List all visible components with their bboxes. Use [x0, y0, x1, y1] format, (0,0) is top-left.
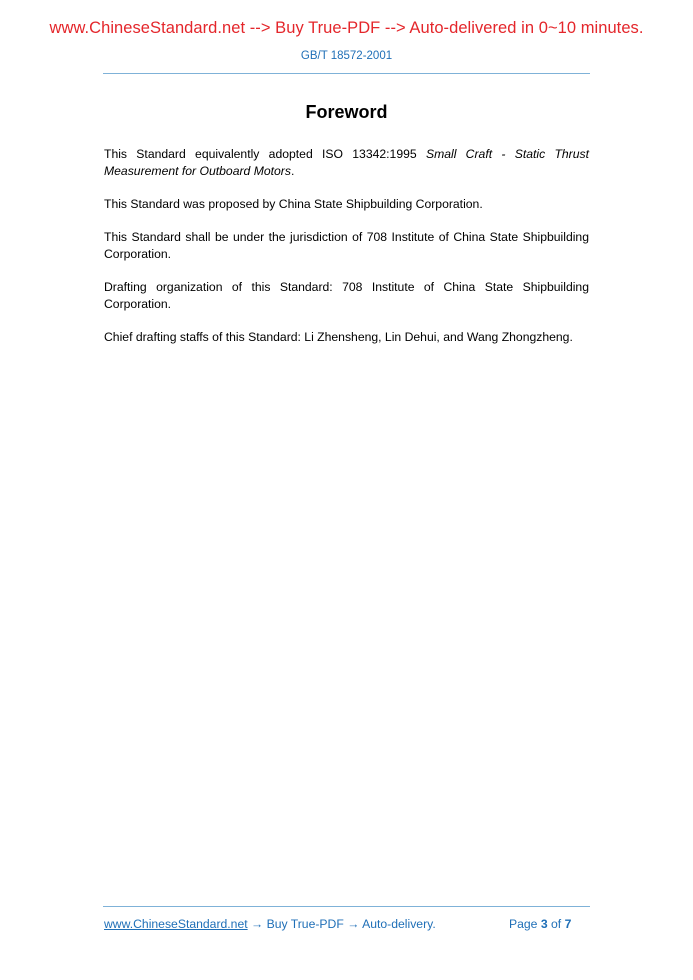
footer-buy-text: Buy True-PDF — [266, 917, 344, 931]
adoption-period: . — [290, 164, 295, 178]
page-indicator — [509, 917, 571, 931]
footer-divider — [103, 906, 590, 907]
footer-delivery-text: Auto-delivery. — [362, 917, 436, 931]
footer-site-link[interactable]: www.ChineseStandard.net — [104, 917, 248, 931]
paragraph-jurisdiction: This Standard shall be under the jurisdiction of 708 Institute of China State Shipbuilding Corporation. — [104, 230, 589, 261]
header-divider — [103, 73, 590, 74]
page-number: 3 — [540, 917, 548, 931]
arrow-icon: → — [247, 917, 267, 931]
foreword-body — [104, 146, 589, 362]
page-label: Page — [509, 917, 541, 931]
page-title: Foreword — [305, 102, 388, 122]
arrow-icon: → — [343, 917, 363, 931]
of-label: of — [547, 917, 565, 931]
paragraph-drafting-staff: Chief drafting staffs of this Standard: Li Zhensheng, Lin Dehui, and Wang Zhongzheng. — [104, 330, 573, 344]
paragraph-adoption — [104, 146, 589, 180]
footer-links — [104, 917, 436, 931]
page-total: 7 — [564, 917, 572, 931]
standard-code: GB/T 18572-2001 — [300, 50, 393, 62]
paragraph-drafting-organization: Drafting organization of this Standard: 708 Institute of China State Shipbuilding Corporation. — [104, 280, 589, 311]
promo-banner[interactable]: www.ChineseStandard.net --> Buy True-PDF --> Auto-delivered in 0~10 minutes. — [49, 19, 644, 37]
paragraph-proposed-by: This Standard was proposed by China State Shipbuilding Corporation. — [104, 197, 483, 211]
referenced-standard-title: Small Craft - Static Thrust Measurement for Outboard Motors — [104, 147, 589, 178]
adoption-text: This Standard equivalently adopted ISO 13342:1995 — [104, 147, 426, 161]
